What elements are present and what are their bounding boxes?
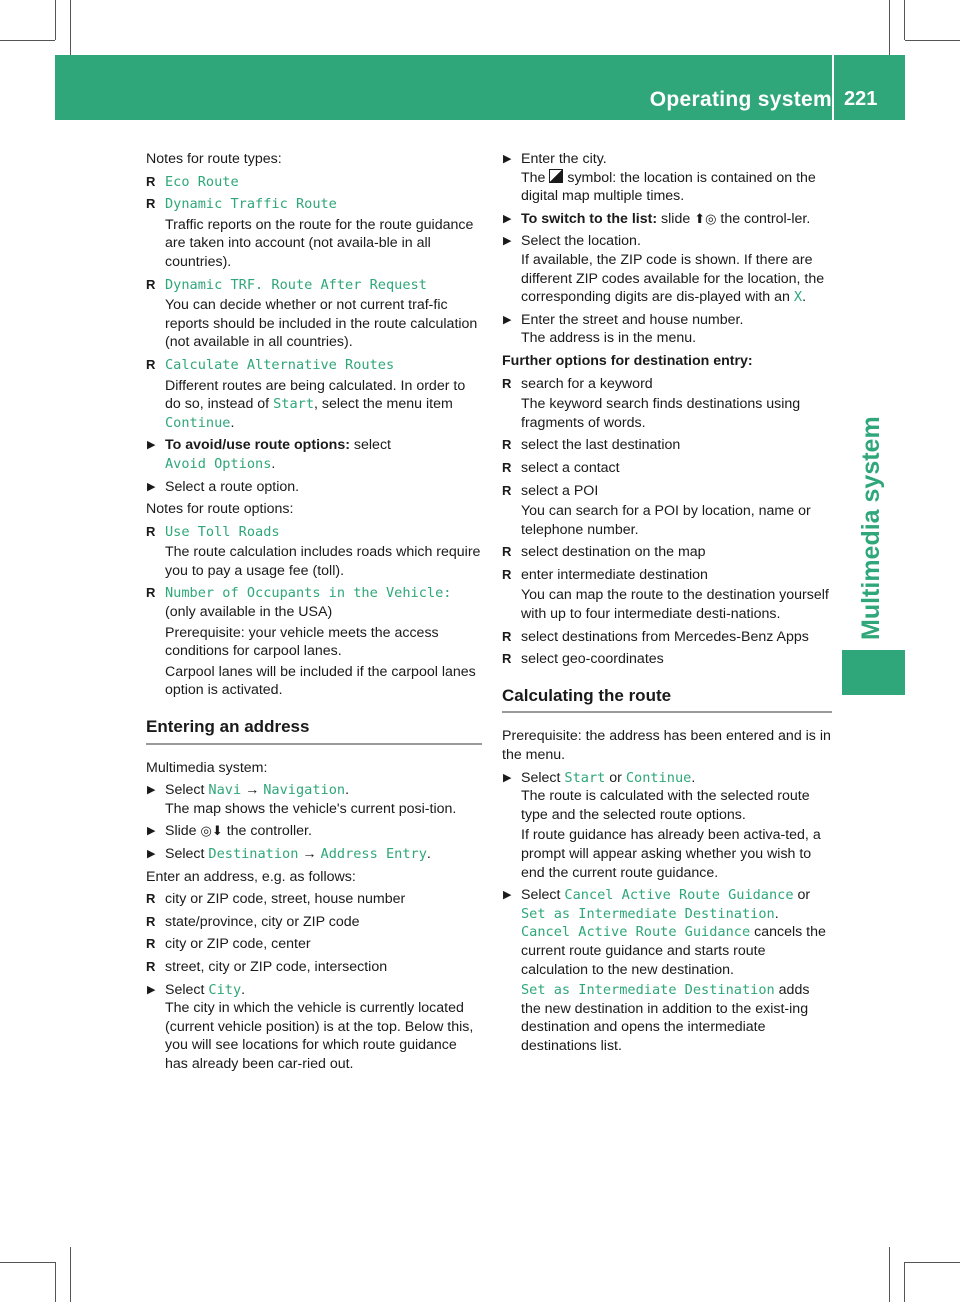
list-item xyxy=(502,375,832,433)
action-step xyxy=(146,822,482,841)
list-item xyxy=(502,566,832,624)
left-column xyxy=(146,150,482,1078)
paragraph: Enter an address, e.g. as follows: xyxy=(146,868,356,885)
menu-item-navigation: Navigation xyxy=(263,782,346,799)
menu-item-x: X xyxy=(793,289,803,306)
paragraph: The city in which the vehicle is currently located (current vehicle position) is at the top. Below this, you will see locations for which route guidance has already been car-ried out. xyxy=(165,1000,474,1072)
text: Different routes are being calculated. In order to do so, instead of xyxy=(165,377,466,413)
text: or xyxy=(797,887,811,904)
paragraph: The route is calculated with the selected route type and the selected route options. xyxy=(521,788,810,823)
arrow-icon: → xyxy=(245,782,260,799)
text: the controller. xyxy=(226,823,312,840)
menu-item-avoid-options: Avoid Options xyxy=(165,455,272,472)
menu-item-eco-route: Eco Route xyxy=(165,173,239,190)
paragraph xyxy=(165,377,482,433)
menu-item-continue: Continue xyxy=(625,769,692,786)
list-item: R select destinations from Mercedes-Benz Apps xyxy=(502,628,832,647)
crop-mark xyxy=(0,1262,55,1263)
controller-slide-down-icon: ◎⬇ xyxy=(200,823,223,839)
menu-item-continue: Continue xyxy=(165,414,231,431)
menu-item-set-as-intermediate-destination: Set as Intermediate Destination xyxy=(521,982,775,999)
crop-mark xyxy=(0,40,55,41)
section-heading: Calculating the route xyxy=(502,687,832,714)
menu-item-cancel-active-route-guidance: Cancel Active Route Guidance xyxy=(521,924,751,941)
text: Select xyxy=(165,981,205,998)
action-step xyxy=(502,210,832,229)
action-step xyxy=(146,845,482,864)
paragraph: You can map the route to the destination yourself with up to four intermediate desti-nations. xyxy=(521,587,829,623)
controller-slide-up-icon: ⬆◎ xyxy=(694,210,717,226)
text: If available, the ZIP code is shown. If there are different ZIP codes available for the location, the corresponding digits are dis-played with an xyxy=(521,251,825,306)
text: The xyxy=(521,169,546,186)
crop-mark xyxy=(70,1247,71,1302)
menu-item-dynamic-trf-route: Dynamic TRF. Route After Request xyxy=(165,276,427,293)
action-step xyxy=(502,150,832,206)
crop-mark xyxy=(904,1262,905,1302)
list-item: R select destination on the map xyxy=(502,543,832,562)
paragraph xyxy=(521,251,832,307)
text: Select xyxy=(521,887,561,904)
text: Slide xyxy=(165,823,197,840)
text: Select xyxy=(165,846,205,862)
action-step xyxy=(146,781,482,818)
menu-item-navi: Navi xyxy=(208,782,242,799)
crop-mark xyxy=(904,0,905,40)
text: Select the location. xyxy=(521,233,641,250)
paragraph: Notes for route types: xyxy=(146,151,282,167)
multiple-locations-icon xyxy=(549,169,563,183)
section-heading: Entering an address xyxy=(146,718,482,745)
text: slide xyxy=(661,210,691,227)
paragraph: Multimedia system: xyxy=(146,759,268,776)
crop-mark xyxy=(55,1262,56,1302)
paragraph xyxy=(521,981,832,1055)
right-column xyxy=(502,150,832,1060)
menu-item-set-as-intermediate-destination: Set as Intermediate Destination xyxy=(521,905,775,922)
text: enter intermediate destination xyxy=(521,566,708,583)
paragraph: Notes for route options: xyxy=(146,501,294,518)
paragraph: The address is in the menu. xyxy=(521,330,697,347)
menu-item-start: Start xyxy=(273,396,314,413)
action-step xyxy=(502,886,832,1055)
menu-item-destination: Destination xyxy=(208,846,299,862)
text: Select xyxy=(521,769,561,786)
text: Select xyxy=(165,782,205,799)
text: adds the new destination in addition to the exist-ing destination and opens the intermediate destinations list. xyxy=(521,982,810,1054)
subheading: Further options for destination entry: xyxy=(502,352,753,369)
step-label: To avoid/use route options: xyxy=(165,437,350,454)
menu-item-dynamic-traffic-route: Dynamic Traffic Route xyxy=(165,196,337,213)
list-item xyxy=(146,276,482,352)
paragraph: You can decide whether or not current traf-fic reports should be included in the route calculation (not available in all countries). xyxy=(165,297,478,351)
arrow-icon: → xyxy=(302,846,317,862)
paragraph xyxy=(521,923,832,979)
text: . xyxy=(345,782,350,799)
list-item xyxy=(146,173,482,192)
header-divider xyxy=(832,55,834,120)
action-step xyxy=(502,311,832,348)
text: the control-ler. xyxy=(720,210,811,227)
text: select a POI xyxy=(521,482,599,499)
side-tab-marker xyxy=(842,650,905,695)
side-tab-label: Multimedia system xyxy=(857,416,885,640)
menu-item-number-of-occupants: Number of Occupants in the Vehicle: xyxy=(165,585,452,602)
paragraph: You can search for a POI by location, name or telephone number. xyxy=(521,503,811,538)
text: cancels the current route guidance and starts route calculation to the new destination. xyxy=(521,924,826,978)
paragraph: Carpool lanes will be included if the carpool lanes option is activated. xyxy=(165,663,476,699)
menu-item-city: City xyxy=(208,981,242,998)
menu-item-cancel-active-route-guidance: Cancel Active Route Guidance xyxy=(564,887,794,904)
text: or xyxy=(609,769,622,786)
paragraph xyxy=(521,169,832,206)
text: . xyxy=(241,981,246,998)
paragraph: Prerequisite: your vehicle meets the access conditions for carpool lanes. xyxy=(165,624,439,660)
text: Enter the city. xyxy=(521,151,607,167)
menu-item-use-toll-roads: Use Toll Roads xyxy=(165,523,280,540)
paragraph: The keyword search finds destinations using fragments of words. xyxy=(521,396,801,431)
action-step: ▶ Select a route option. xyxy=(146,478,482,497)
step-label: To switch to the list: xyxy=(521,210,658,227)
list-item xyxy=(502,482,832,540)
list-item: R select geo-coordinates xyxy=(502,650,832,669)
action-step xyxy=(146,436,482,473)
action-step xyxy=(502,769,832,883)
crop-mark xyxy=(889,0,890,55)
list-item xyxy=(146,523,482,581)
text: . xyxy=(802,289,807,306)
list-item xyxy=(146,584,482,700)
text: . xyxy=(774,905,779,922)
text: search for a keyword xyxy=(521,375,653,392)
action-step xyxy=(146,981,482,1074)
crop-mark xyxy=(55,0,56,40)
paragraph: The map shows the vehicle's current posi-tion. xyxy=(165,800,457,817)
list-item xyxy=(146,356,482,432)
menu-item-address-entry: Address Entry xyxy=(320,846,427,862)
text: . xyxy=(426,846,431,862)
crop-mark xyxy=(905,40,960,41)
list-item: R city or ZIP code, center xyxy=(146,935,482,954)
text: symbol: the location is contained on the digital map multiple times. xyxy=(521,169,816,205)
menu-item-calculate-alternative-routes: Calculate Alternative Routes xyxy=(165,356,395,373)
list-item: R select the last destination xyxy=(502,436,832,455)
action-step xyxy=(502,232,832,306)
paragraph: Prerequisite: the address has been entered and is in the menu. xyxy=(502,728,831,764)
paragraph: Traffic reports on the route for the route guidance are taken into account (not availa-ble in all countries). xyxy=(165,216,474,270)
crop-mark xyxy=(905,1262,960,1263)
text: Enter the street and house number. xyxy=(521,311,744,328)
page-number: 221 xyxy=(844,88,878,110)
text: . xyxy=(230,414,235,431)
text: . xyxy=(691,769,696,786)
page-section-title: Operating system xyxy=(649,88,832,111)
paragraph: If route guidance has already been activa-ted, a prompt will appear asking whether you wish to end the current route guidance. xyxy=(521,827,821,881)
list-item: R street, city or ZIP code, intersection xyxy=(146,958,482,977)
list-item: R state/province, city or ZIP code xyxy=(146,913,482,932)
list-item: R select a contact xyxy=(502,459,832,478)
list-item: R city or ZIP code, street, house number xyxy=(146,890,482,909)
paragraph: (only available in the USA) xyxy=(165,604,333,621)
paragraph: The route calculation includes roads which require you to pay a usage fee (toll). xyxy=(165,544,481,579)
text: . xyxy=(271,455,276,472)
crop-mark xyxy=(70,0,71,55)
text: , select the menu item xyxy=(314,396,453,413)
crop-mark xyxy=(889,1247,890,1302)
text: select xyxy=(353,437,391,454)
menu-item-start: Start xyxy=(564,769,606,786)
list-item xyxy=(146,195,482,271)
